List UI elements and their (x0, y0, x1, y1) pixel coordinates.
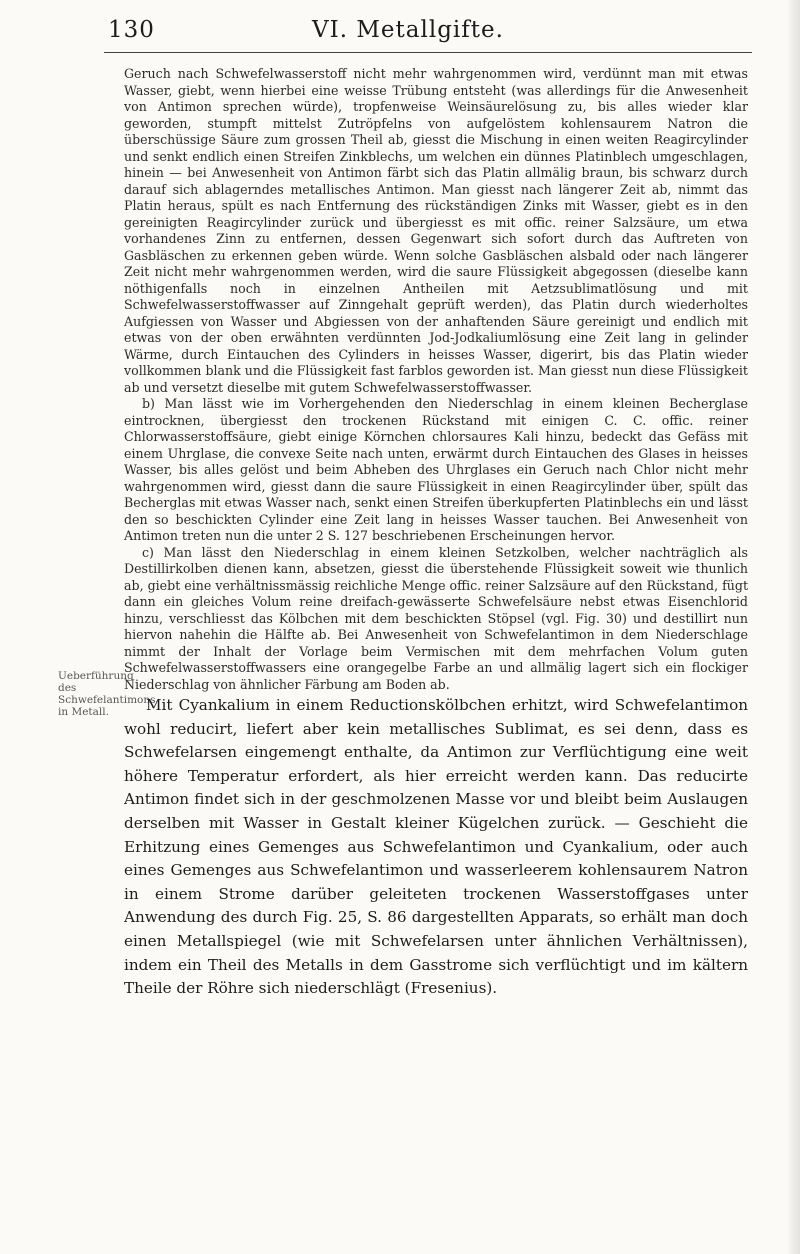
margin-note: Ueberführung des Schwefelantimons in Metall. (58, 670, 156, 718)
running-title: VI. Metallgifte. (312, 17, 504, 43)
page-body (124, 66, 748, 1246)
paragraph-main: Mit Cyankalium in einem Reductionskölbchen erhitzt, wird Schwefelantimon wohl reducirt, liefert aber kein metallisches Sublimat, es sei denn, dass es Schwefelarsen eingemengt enthalte, da Antimon zur Verflüchtigung eine weit höhere Temperatur erfordert, als hier erreicht werden kann. Das reducirte Antimon findet sich in der geschmolzenen Masse vor und bleibt beim Auslaugen derselben mit Wasser in Gestalt kleiner Kügelchen zurück. — Geschieht die Erhitzung eines Gemenges aus Schwefelantimon und Cyankalium, oder auch eines Gemenges aus Schwefelantimon und wasserleerem kohlensaurem Natron in einem Strome darüber geleiteten trockenen Wasserstoffgases unter Anwendung des durch Fig. 25, S. 86 dargestellten Apparats, so erhält man doch einen Metallspiegel (wie mit Schwefelarsen unter ähnlichen Verhältnissen), indem ein Theil des Metalls in dem Gasstrome sich verflüchtigt und im kältern Theile der Röhre sich niederschlägt (Fresenius). (124, 696, 748, 998)
page-header (64, 14, 752, 54)
paragraph-small: c) Man lässt den Niederschlag in einem kleinen Setzkolben, welcher nachträglich als Destillirkolben dienen kann, absetzen, giesst die überstehende Flüssigkeit soweit wie thunlich ab, giebt eine verhältnissmässig reichliche Menge offic. reiner Salzsäure auf den Rückstand, fügt dann ein gleiches Volum reine dreifach-gewässerte Schwefelsäure nebst etwas Eisenchlorid hinzu, verschliesst das Kölbchen mit dem beschickten Stöpsel (vgl. Fig. 30) und destillirt nun hiervon nahehin die Hälfte ab. Bei Anwesenheit von Schwefelantimon in dem Niederschlage nimmt der Inhalt der Vorlage beim Vermischen mit dem mehrfachen Volum guten Schwefelwasserstoffwassers eine orangegelbe Farbe an und allmälig lagert sich ein flockiger Niederschlag von ähnlicher Färbung am Boden ab. (124, 544, 748, 692)
small-print-section (124, 66, 748, 693)
paragraph-small: b) Man lässt wie im Vorhergehenden den Niederschlag in einem kleinen Becherglase eintrocknen, übergiesst den trockenen Rückstand mit einigen C. C. offic. reiner Chlorwasserstoffsäure, giebt einige Körnchen chlorsaures Kali hinzu, bedeckt das Gefäss mit einem Uhrglase, die convexe Seite nach unten, erwärmt durch Eintauchen des Glases in heisses Wasser, bis alles gelöst und beim Abheben des Uhrglases ein Geruch nach Chlor nicht mehr wahrgenommen wird, giesst dann die saure Flüssigkeit in einen Reagircylinder über, spült das Becherglas mit etwas Wasser nach, senkt einen Streifen überkupferten Platinblechs ein und lässt den so beschickten Cylinder eine Zeit lang in heisses Wasser tauchen. Bei Anwesenheit von Antimon treten nun die unter 2 S. 127 beschriebenen Erscheinungen hervor. (124, 396, 748, 543)
header-rule (104, 52, 752, 53)
page-number: 130 (108, 17, 155, 43)
page-edge-shadow (786, 0, 800, 1254)
main-text-section (124, 694, 748, 1001)
paragraph-small: Geruch nach Schwefelwasserstoff nicht mehr wahrgenommen wird, verdünnt man mit etwas Wasser, giebt, wenn hierbei eine weisse Trübung entsteht (was allerdings für die Anwesenheit von Antimon sprechen würde), tropfenweise Weinsäurelösung zu, bis alles wieder klar geworden, stumpft mittelst Zutröpfelns von aufgelöstem kohlensaurem Natron die überschüssige Säure zum grossen Theil ab, giesst die Mischung in einen weiten Reagircylinder und senkt endlich einen Streifen Zinkblechs, um welchen ein dünnes Platinblech umgeschlagen, hinein — bei Anwesenheit von Antimon färbt sich das Platin allmälig braun, bis schwarz durch darauf sich ablagerndes metallisches Antimon. Man giesst nach längerer Zeit ab, nimmt das Platin heraus, spült es nach Entfernung des rückständigen Zinks mit Wasser, giebt es in den gereinigten Reagircylinder zurück und übergiesst es mit offic. reiner Salzsäure, um etwa vorhandenes Zinn zu entfernen, dessen Gegenwart sich sofort durch das Auftreten von Gasbläschen zu erkennen geben würde. Wenn solche Gasbläschen alsbald oder nach längerer Zeit nicht mehr wahrgenommen werden, wird die saure Flüssigkeit abgegossen (dieselbe kann nöthigenfalls noch in einzelnen Antheilen mit Aetzsublimatlösung und mit Schwefelwasserstoffwasser auf Zinngehalt geprüft werden), das Platin durch wiederholtes Aufgiessen von Wasser und Abgiessen von der anhaftenden Säure gereinigt und endlich mit etwas von der oben erwähnten verdünnten Jod-Jodkaliumlösung eine Zeit lang in gelinder Wärme, durch Eintauchen des Cylinders in heisses Wasser, digerirt, bis das Platin wieder vollkommen blank und die Flüssigkeit fast farblos geworden ist. Man giesst nun diese Flüssigkeit ab und versetzt dieselbe mit gutem Schwefelwasserstoffwasser. (124, 66, 748, 395)
